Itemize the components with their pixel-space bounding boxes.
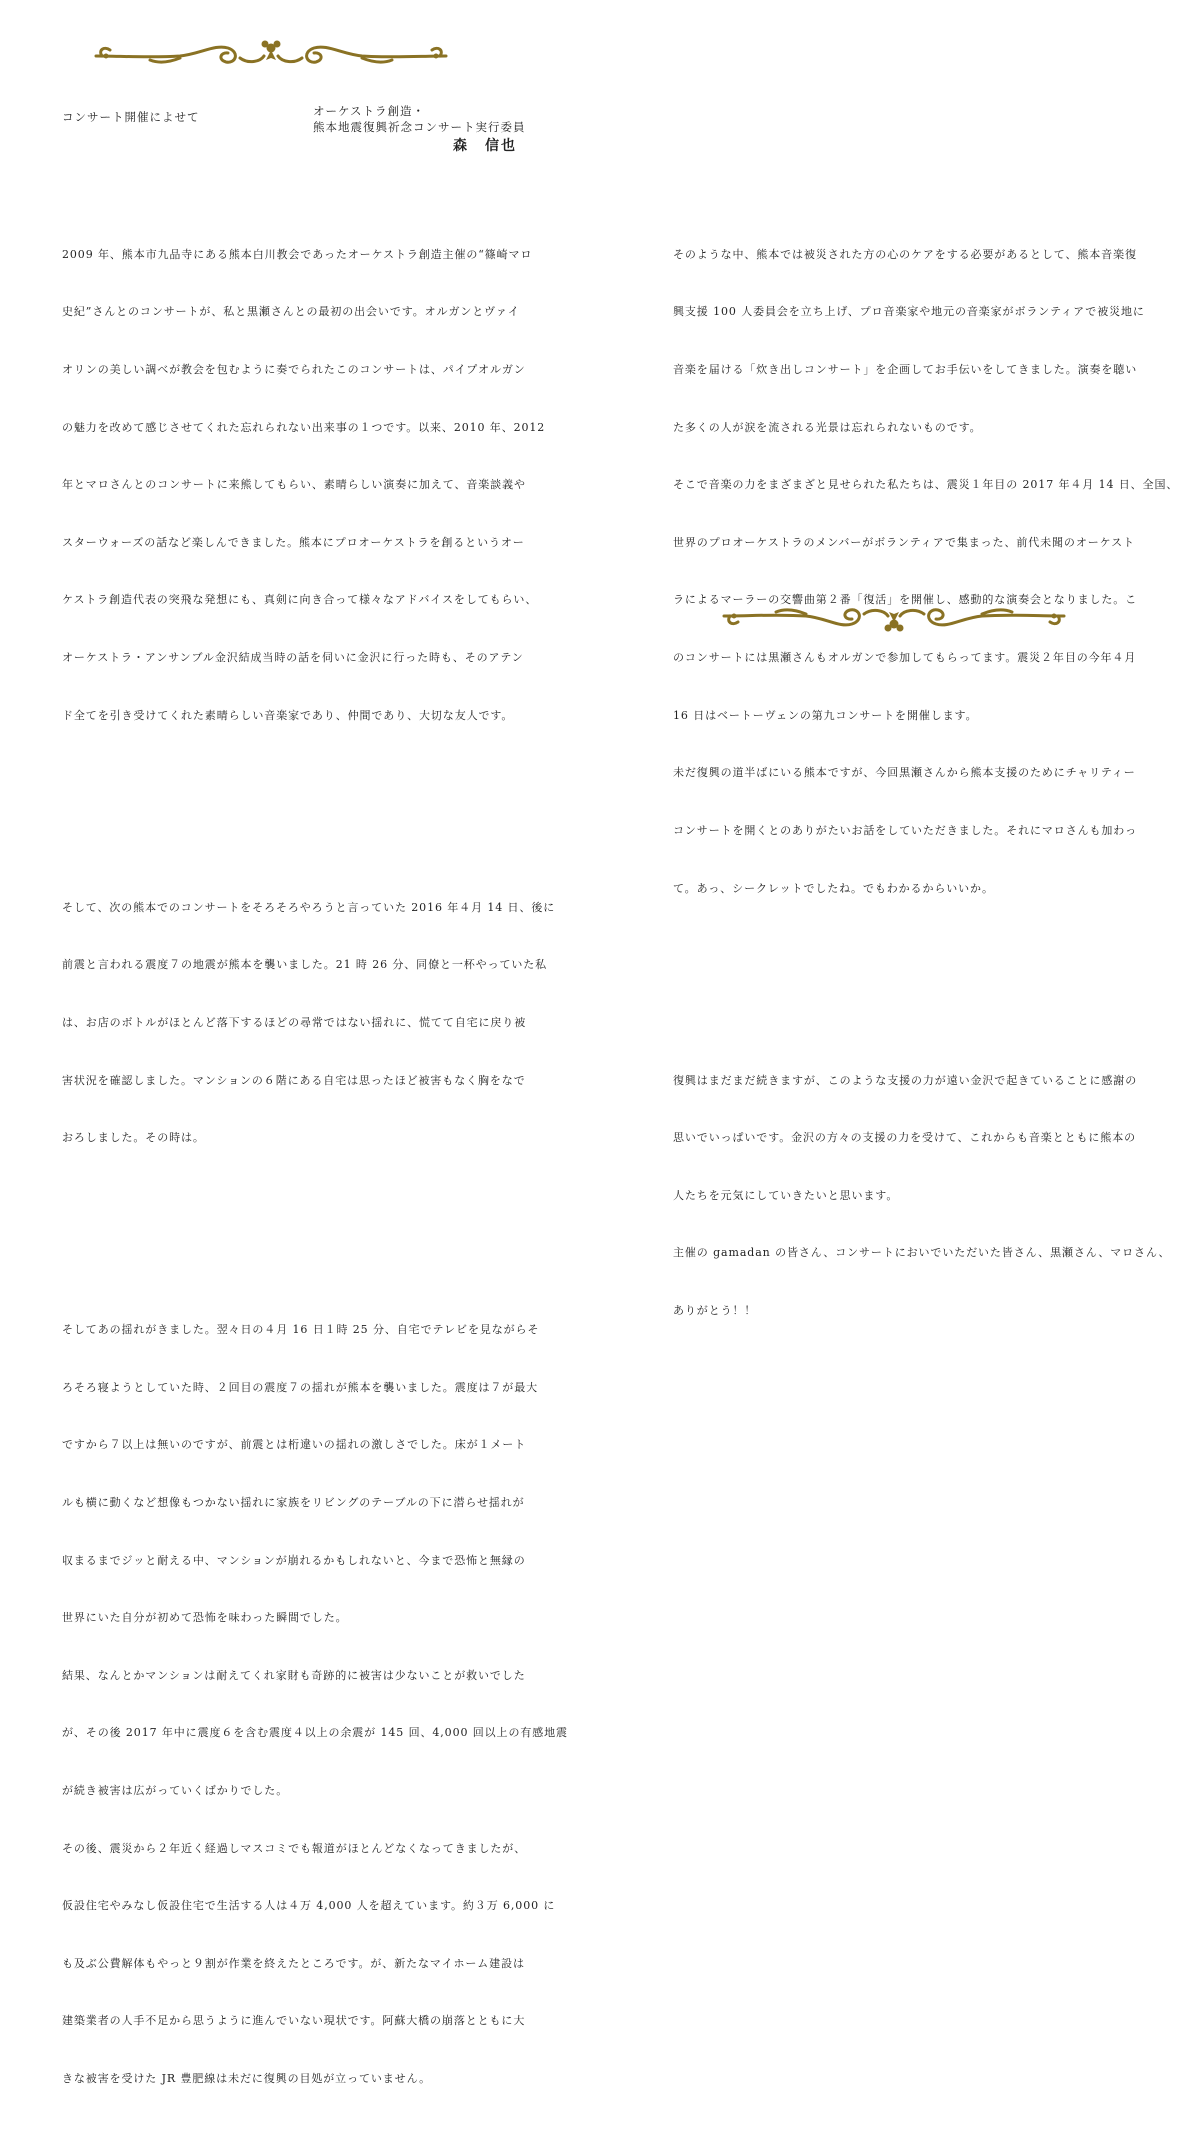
text-line: 史紀”さんとのコンサートが、私と黒瀬さんとの最初の出会いです。オルガンとヴァイ [62, 305, 520, 319]
text-line: は、お店のボトルがほとんど落下するほどの尋常ではない揺れに、慌てて自宅に戻り被 [62, 1015, 527, 1029]
text-line: ラによるマーラーの交響曲第２番「復活」を開催し、感動的な演奏会となりました。こ [673, 593, 1138, 607]
text-line: 世界のプロオーケストラのメンバーがボランティアで集まった、前代未聞のオーケスト [673, 535, 1135, 549]
text-line: そこで音楽の力をまざまざと見せられた私たちは、震災１年目の 2017 年４月 14 日、全国、 [673, 478, 1179, 492]
text-line: ケストラ創造代表の突飛な発想にも、真剣に向き合って様々なアドバイスをしてもらい、 [62, 593, 538, 607]
author-name: 森 信也 [453, 138, 517, 154]
text-line: きな被害を受けた JR 豊肥線は未だに復興の目処が立っていません。 [62, 2072, 432, 2086]
page-title: コンサート開催によせて [62, 110, 200, 124]
author-role-line1: オーケストラ創造・ [313, 104, 426, 118]
text-line: コンサートを開くとのありがたいお話をしていただきました。それにマロさんも加わっ [673, 823, 1137, 837]
text-line: 16 日はベートーヴェンの第九コンサートを開催します。 [673, 708, 978, 722]
text-line: そのような中、熊本では被災された方の心のケアをする必要があるとして、熊本音楽復 [673, 247, 1137, 261]
text-line: 復興はまだまだ続きますが、このような支援の力が遠い金沢で起きていることに感謝の [673, 1073, 1138, 1087]
text-line: ろそろ寝ようとしていた時、２回目の震度７の揺れが熊本を襲いました。震度は７が最大 [62, 1380, 538, 1394]
text-line: 思いでいっぱいです。金沢の方々の支援の力を受けて、これからも音楽とともに熊本の [673, 1131, 1136, 1145]
bottom-flourish-ornament [718, 598, 1070, 638]
author-role-line2: 熊本地震復興祈念コンサート実行委員 [313, 120, 526, 134]
text-line: おろしました。その時は。 [62, 1131, 205, 1145]
text-line: ド全てを引き受けてくれた素晴らしい音楽家であり、仲間であり、大切な友人です。 [62, 708, 514, 722]
left-column [62, 168, 568, 2146]
text-line: 前震と言われる震度７の地震が熊本を襲いました。21 時 26 分、同僚と一杯やっていた私 [62, 958, 548, 972]
text-line: 2009 年、熊本市九品寺にある熊本白川教会であったオーケストラ創造主催の“篠崎マロ [62, 247, 533, 261]
text-line: その後、震災から２年近く経過しマスコミでも報道がほとんどなくなってきましたが、 [62, 1841, 527, 1855]
text-line: た多くの人が涙を流される光景は忘れられないものです。 [673, 420, 982, 434]
text-line: 主催の gamadan の皆さん、コンサートにおいでいただいた皆さん、黒瀬さん、マロさん、 [673, 1246, 1171, 1260]
text-line: の魅力を改めて感じさせてくれた忘れられない出来事の１つです。以来、2010 年、2012 [62, 420, 546, 434]
text-line: 人たちを元気にしていきたいと思います。 [673, 1188, 899, 1202]
text-line: スターウォーズの話など楽しんできました。熊本にプロオーケストラを創るというオー [62, 535, 525, 549]
right-column [673, 168, 1179, 1378]
text-line: ありがとう！！ [673, 1303, 757, 1317]
text-line: 未だ復興の道半ばにいる熊本ですが、今回黒瀬さんから熊本支援のためにチャリティー [673, 766, 1136, 780]
text-line: オーケストラ・アンサンブル金沢結成当時の話を伺いに金沢に行った時も、そのアテン [62, 651, 524, 665]
text-line: 結果、なんとかマンションは耐えてくれ家財も奇跡的に被害は少ないことが救いでした [62, 1668, 526, 1682]
text-line: 音楽を届ける「炊き出しコンサート」を企画してお手伝いをしてきました。演奏を聴い [673, 363, 1138, 377]
text-line: 仮設住宅やみなし仮設住宅で生活する人は４万 4,000 人を超えています。約３万 6,000 に [62, 1899, 556, 1913]
text-line: 興支援 100 人委員会を立ち上げ、プロ音楽家や地元の音楽家がボランティアで被災地に [673, 305, 1145, 319]
text-line: 収まるまでジッと耐える中、マンションが崩れるかもしれないと、今まで恐怖と無縁の [62, 1553, 526, 1567]
paragraph [62, 1282, 568, 2127]
text-line: オリンの美しい調べが教会を包むように奏でられたこのコンサートは、パイプオルガン [62, 363, 526, 377]
text-line: が続き被害は広がっていくばかりでした。 [62, 1784, 289, 1798]
text-line: そしてあの揺れがきました。翌々日の４月 16 日１時 25 分、自宅でテレビを見ながらそ [62, 1323, 540, 1337]
text-line: が、その後 2017 年中に震度６を含む震度４以上の余震が 145 回、4,000 回以上の有感地震 [62, 1726, 568, 1740]
text-line: ルも横に動くなど想像もつかない揺れに家族をリビングのテーブルの下に潜らせ揺れが [62, 1495, 525, 1509]
text-line: 世界にいた自分が初めて恐怖を味わった瞬間でした。 [62, 1611, 348, 1625]
text-line: そして、次の熊本でのコンサートをそろそろやろうと言っていた 2016 年４月 14 日、後に [62, 900, 556, 914]
text-line: 建築業者の人手不足から思うように進んでいない現状です。阿蘇大橋の崩落とともに大 [62, 2014, 526, 2028]
paragraph [673, 206, 1179, 936]
text-line: のコンサートには黒瀬さんもオルガンで参加してもらってます。震災２年目の今年４月 [673, 651, 1137, 665]
paragraph [673, 1032, 1171, 1358]
text-line: ですから７以上は無いのですが、前震とは桁違いの揺れの激しさでした。床が１メート [62, 1438, 527, 1452]
text-line: も及ぶ公費解体もやっと９割が作業を終えたところです。が、新たなマイホーム建設は [62, 1956, 525, 1970]
top-flourish-ornament [90, 34, 452, 74]
author-block [313, 103, 526, 154]
text-line: 年とマロさんとのコンサートに来熊してもらい、素晴らしい演奏に加えて、音楽談義や [62, 478, 526, 492]
text-line: て。あっ、シークレットでしたね。でもわかるからいいか。 [673, 881, 994, 895]
paragraph [62, 206, 546, 763]
paragraph [62, 859, 556, 1185]
text-line: 害状況を確認しました。マンションの６階にある自宅は思ったほど被害もなく胸をなで [62, 1073, 526, 1087]
